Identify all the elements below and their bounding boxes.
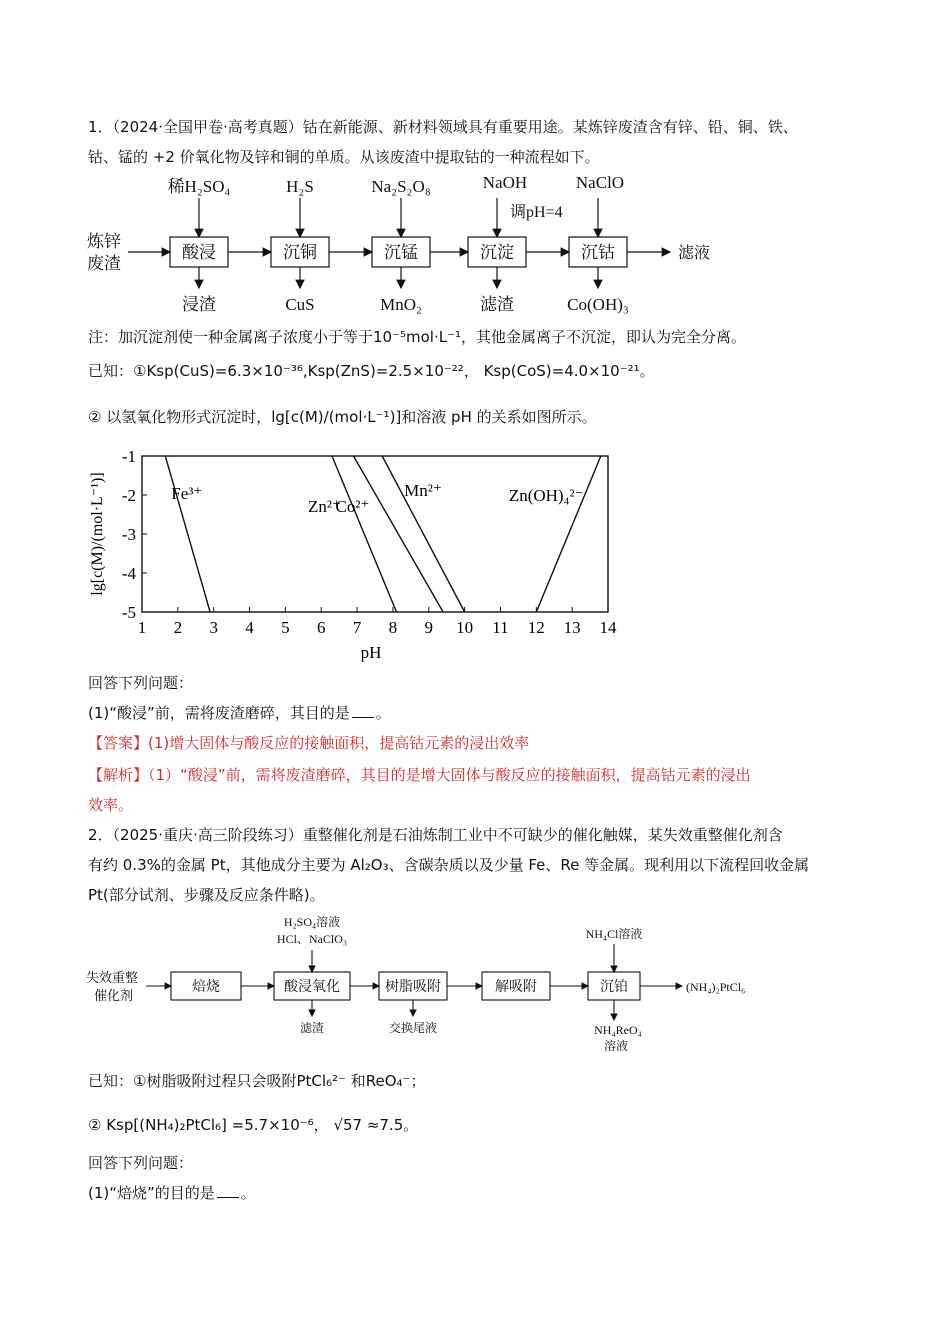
series-label: Co²⁺ xyxy=(335,497,370,516)
q1-note: 注：加沉淀剂使一种金属离子浓度小于等于10⁻⁵mol·L⁻¹，其他金属离子不沉淀，即认为完全分离。 xyxy=(88,328,747,346)
q1-analysis-line1: 【解析】（1）“酸浸”前，需将废渣磨碎，其目的是增大固体与酸反应的接触面积，提高钴元素的浸出 xyxy=(88,766,751,784)
answer-blank[interactable] xyxy=(217,1183,239,1198)
q1-flowchart xyxy=(82,170,782,318)
flow1-step-2: 沉铜 xyxy=(283,243,317,262)
flow1-reagent-5: NaClO xyxy=(575,173,625,192)
flow2-step-5: 沉铂 xyxy=(600,980,628,995)
q1-analysis-line2: 效率。 xyxy=(88,796,134,814)
q1-known2: ② 以氢氧化物形式沉淀时，lg[c(M)/(mol·L⁻¹)]和溶液 pH 的关系如图所示。 xyxy=(88,408,597,426)
q2-answer-intro: 回答下列问题： xyxy=(88,1154,194,1172)
flow1-end: 滤液 xyxy=(678,245,711,262)
series-line xyxy=(536,456,601,612)
y-tick-label: -5 xyxy=(121,603,136,622)
series-label: Zn²⁺ xyxy=(307,497,341,516)
series-label: Mn²⁺ xyxy=(404,481,442,500)
series-line xyxy=(165,456,210,612)
q1-question: (1)“酸浸”前，需将废渣磨碎，其目的是 。 xyxy=(88,704,391,722)
x-tick-label: 7 xyxy=(352,618,362,637)
q1-stem-line2: 钴、锰的 +2 价氧化物及锌和铜的单质。从该废渣中提取钴的一种流程如下。 xyxy=(88,148,600,166)
q1-stem-line1: 1．（2024·全国甲卷·高考真题）钴在新能源、新材料领域具有重要用途。某炼锌废渣含有锌、铅、铜、铁、 xyxy=(88,118,798,136)
x-tick-label: 13 xyxy=(563,618,581,637)
flow1-product-5: Co(OH)₃ xyxy=(567,295,629,314)
x-tick-label: 12 xyxy=(527,618,545,637)
y-tick-label: -2 xyxy=(121,486,136,505)
q1-known1: 已知：①Ksp(CuS)=6.3×10⁻³⁶,Ksp(ZnS)=2.5×10⁻²²， Ksp(CoS)=4.0×10⁻²¹。 xyxy=(88,362,655,380)
q2-known2: ② Ksp[(NH₄)₂PtCl₆] =5.7×10⁻⁶， √57 ≈7.5。 xyxy=(88,1116,419,1134)
flow2-step-2: 酸浸氧化 xyxy=(284,980,340,995)
y-tick-label: -1 xyxy=(121,447,136,466)
chart-plot-frame xyxy=(142,456,608,612)
x-tick-label: 3 xyxy=(209,618,218,637)
flow2-step-1: 焙烧 xyxy=(192,980,220,995)
series-label: Fe³⁺ xyxy=(171,484,203,503)
flow2-byproduct-1: NH₄ReO₄ xyxy=(594,1023,642,1037)
x-tick-label: 11 xyxy=(492,618,509,637)
q1-chart xyxy=(82,440,642,665)
flow1-product-3: MnO₂ xyxy=(380,295,422,314)
flow1-step-5: 沉钴 xyxy=(581,243,615,262)
flow2-start-2: 催化剂 xyxy=(94,988,134,1003)
x-tick-label: 8 xyxy=(388,618,398,637)
flow1-product-2: CuS xyxy=(285,295,315,314)
flow1-step-3: 沉锰 xyxy=(384,243,418,262)
x-tick-label: 10 xyxy=(456,618,474,637)
x-tick-label: 5 xyxy=(281,618,290,637)
x-tick-label: 9 xyxy=(424,618,434,637)
flow2-step-3: 树脂吸附 xyxy=(385,980,441,995)
flow1-reagent-1: 稀H₂SO₄ xyxy=(167,177,231,196)
flow1-reagent-2: H₂S xyxy=(286,177,314,196)
q2-flowchart xyxy=(82,912,782,1057)
flow2-start-1: 失效重整 xyxy=(86,970,139,985)
series-label: Zn(OH)₄²⁻ xyxy=(508,486,584,505)
flow2-end: (NH₄)₂PtCl₆ xyxy=(686,980,746,994)
q2-stem-line3: Pt(部分试剂、步骤及反应条件略)。 xyxy=(88,886,325,904)
chart-ylabel: lg[c(M)/(mol·L⁻¹)] xyxy=(89,472,106,596)
series-line xyxy=(382,456,464,612)
flow2-product-2: 交换尾液 xyxy=(388,1021,438,1035)
flow2-byproduct-2: 溶液 xyxy=(603,1039,629,1053)
flow1-step-4: 沉淀 xyxy=(480,243,514,262)
y-tick-label: -4 xyxy=(121,564,136,583)
flow1-reagent-4: NaOH xyxy=(482,173,528,192)
series-line xyxy=(353,456,443,612)
x-tick-label: 4 xyxy=(245,618,254,637)
q2-stem-line1: 2．（2025·重庆·高三阶段练习）重整催化剂是石油炼制工业中不可缺少的催化触媒，某失效重整催化剂含 xyxy=(88,826,783,844)
x-tick-label: 1 xyxy=(137,618,147,637)
chart-xlabel: pH xyxy=(360,643,382,662)
flow1-step-1: 酸浸 xyxy=(182,243,216,262)
q1-answer-intro: 回答下列问题： xyxy=(88,674,194,692)
flow1-condition: 调pH=4 xyxy=(510,204,563,221)
flow2-reagent-acid-2: HCl、NaClO₃ xyxy=(276,932,348,946)
series-line xyxy=(332,456,397,612)
flow1-product-4: 滤渣 xyxy=(480,295,514,314)
x-tick-label: 2 xyxy=(173,618,183,637)
q2-known1: 已知：①树脂吸附过程只会吸附PtCl₆²⁻ 和ReO₄⁻； xyxy=(88,1072,426,1090)
x-tick-label: 14 xyxy=(599,618,617,637)
answer-blank[interactable] xyxy=(352,703,374,718)
flow1-product-1: 浸渣 xyxy=(182,295,216,314)
flow2-step-4: 解吸附 xyxy=(495,980,537,995)
flow1-start-1: 炼锌 xyxy=(87,232,121,251)
q2-stem-line2: 有约 0.3%的金属 Pt，其他成分主要为 Al₂O₃、含碳杂质以及少量 Fe、Re 等金属。现利用以下流程回收金属 xyxy=(88,856,810,874)
flow1-reagent-3: Na₂S₂O₈ xyxy=(371,177,431,196)
x-tick-label: 6 xyxy=(316,618,326,637)
q1-answer: 【答案】(1)增大固体与酸反应的接触面积，提高钴元素的浸出效率 xyxy=(88,734,530,752)
flow1-start-2: 废渣 xyxy=(87,254,121,273)
flow2-reagent-acid-1: H₂SO₄溶液 xyxy=(283,915,341,929)
q2-question: (1)“焙烧”的目的是 。 xyxy=(88,1184,256,1202)
flow2-product-1: 滤渣 xyxy=(299,1021,325,1035)
y-tick-label: -3 xyxy=(121,525,136,544)
flow2-reagent-pt: NH₄Cl溶液 xyxy=(585,927,643,941)
